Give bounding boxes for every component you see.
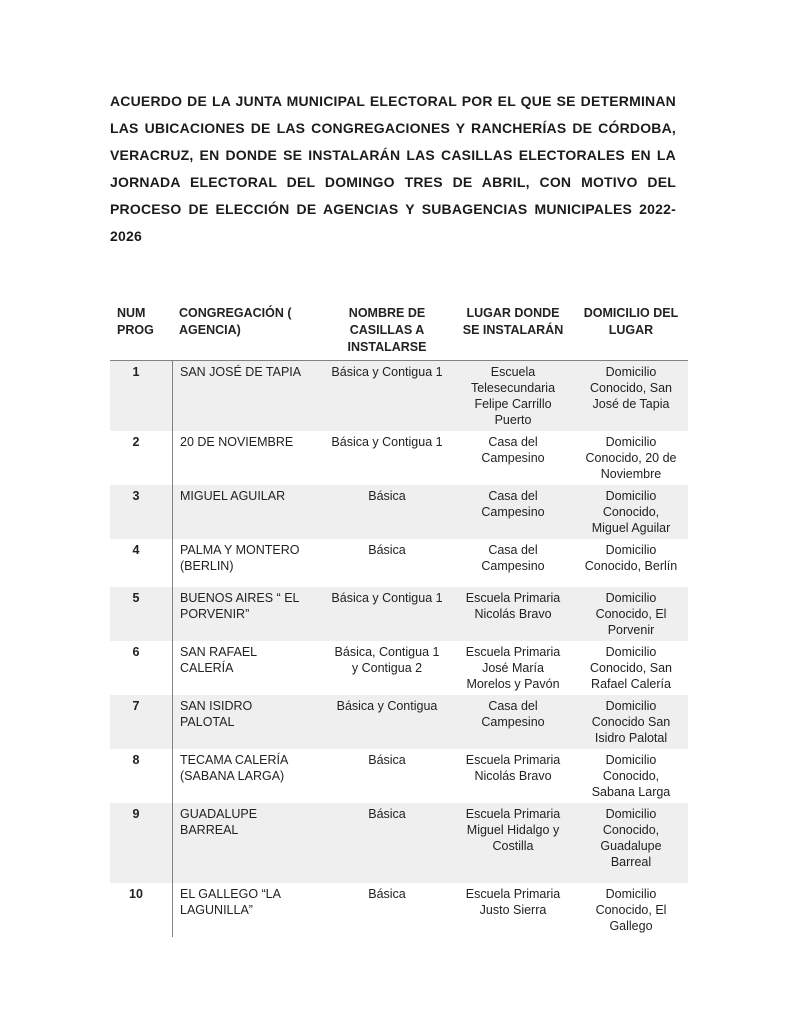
table-row: [110, 883, 688, 937]
cell-congregacion: SAN ISIDRO PALOTAL: [172, 695, 322, 749]
column-header-casillas: NOMBRE DE CASILLAS A INSTALARSE: [347, 306, 427, 354]
cell-num: 9: [132, 807, 140, 821]
cell-casillas: Básica: [368, 807, 406, 821]
cell-lugar: Escuela Primaria Nicolás Bravo: [465, 753, 561, 783]
column-header-lugar: LUGAR DONDE SE INSTALARÁN: [462, 306, 564, 337]
cell-casillas: Básica y Contigua 1: [331, 365, 443, 379]
cell-domicilio: Domicilio Conocido, 20 de Noviembre: [585, 435, 677, 481]
cell-lugar: Escuela Primaria Justo Sierra: [465, 887, 561, 917]
table-row: [110, 695, 688, 749]
cell-congregacion: SAN RAFAEL CALERÍA: [172, 641, 322, 695]
cell-domicilio: Domicilio Conocido, El Gallego: [595, 887, 667, 933]
cell-lugar: Casa del Campesino: [481, 435, 545, 465]
column-header-congregacion: CONGREGACIÓN ( AGENCIA): [179, 306, 292, 337]
cell-lugar: Casa del Campesino: [481, 699, 545, 729]
cell-num: 6: [132, 645, 140, 659]
cell-domicilio: Domicilio Conocido, Berlín: [584, 543, 678, 573]
cell-num: 3: [132, 489, 140, 503]
cell-domicilio: Domicilio Conocido, San José de Tapia: [589, 365, 672, 411]
cell-casillas: Básica: [368, 753, 406, 767]
cell-lugar: Escuela Primaria Miguel Hidalgo y Costilla: [465, 807, 561, 853]
cell-lugar: Escuela Primaria Nicolás Bravo: [465, 591, 561, 621]
table-row: [110, 641, 688, 695]
cell-num: 2: [132, 435, 140, 449]
cell-domicilio: Domicilio Conocido San Isidro Palotal: [591, 699, 671, 745]
cell-lugar: Casa del Campesino: [481, 489, 545, 519]
cell-num: 5: [132, 591, 140, 605]
cell-casillas: Básica, Contigua 1 y Contigua 2: [334, 645, 440, 675]
cell-domicilio: Domicilio Conocido, Sabana Larga: [591, 753, 671, 799]
cell-congregacion: PALMA Y MONTERO (BERLIN): [172, 539, 322, 587]
cell-num: 7: [132, 699, 140, 713]
table-row: [110, 803, 688, 883]
cell-casillas: Básica y Contigua: [336, 699, 438, 713]
cell-num: 8: [132, 753, 140, 767]
table-row: [110, 587, 688, 641]
table-row: [110, 749, 688, 803]
cell-num: 4: [132, 543, 140, 557]
polling-places-table: [110, 303, 688, 937]
table-body: [110, 361, 688, 937]
table-row: [110, 431, 688, 485]
cell-congregacion: GUADALUPE BARREAL: [172, 803, 322, 883]
cell-casillas: Básica: [368, 887, 406, 901]
cell-num: 1: [132, 365, 140, 379]
cell-congregacion: MIGUEL AGUILAR: [172, 485, 322, 539]
table-row: [110, 485, 688, 539]
table-row: [110, 361, 688, 431]
cell-congregacion: BUENOS AIRES “ EL PORVENIR”: [172, 587, 322, 641]
cell-lugar: Escuela Telesecundaria Felipe Carrillo Puerto: [470, 365, 556, 427]
cell-casillas: Básica: [368, 489, 406, 503]
cell-domicilio: Domicilio Conocido, Miguel Aguilar: [591, 489, 671, 535]
cell-casillas: Básica: [368, 543, 406, 557]
cell-lugar: Escuela Primaria José María Morelos y Pavón: [465, 645, 561, 691]
table-header-row: [110, 303, 688, 361]
cell-casillas: Básica y Contigua 1: [331, 435, 443, 449]
cell-congregacion: 20 DE NOVIEMBRE: [172, 431, 322, 485]
table-row: [110, 539, 688, 587]
column-header-num-prog: NUM PROG: [117, 306, 154, 337]
cell-congregacion: EL GALLEGO “LA LAGUNILLA”: [172, 883, 322, 937]
column-header-domicilio: DOMICILIO DEL LUGAR: [583, 306, 679, 337]
cell-domicilio: Domicilio Conocido, Guadalupe Barreal: [600, 807, 662, 869]
cell-domicilio: Domicilio Conocido, El Porvenir: [595, 591, 667, 637]
cell-num: 10: [129, 887, 143, 901]
cell-congregacion: TECAMA CALERÍA (SABANA LARGA): [172, 749, 322, 803]
cell-domicilio: Domicilio Conocido, San Rafael Calería: [589, 645, 672, 691]
cell-congregacion: SAN JOSÉ DE TAPIA: [172, 361, 322, 431]
document-title: ACUERDO DE LA JUNTA MUNICIPAL ELECTORAL POR EL QUE SE DETERMINAN LAS UBICACIONES DE LAS CONGREGACIONES Y RANCHERÍAS DE CÓRDOBA, VERACRUZ, EN DONDE SE INSTALARÁN LAS CASILLAS ELECTORALES EN LA JORNADA ELECTORAL DEL DOMINGO TRES DE ABRIL, CON MOTIVO DEL PROCESO DE ELECCIÓN DE AGENCIAS Y SUBAGENCIAS MUNICIPALES 2022-2026: [110, 93, 676, 244]
cell-casillas: Básica y Contigua 1: [331, 591, 443, 605]
cell-lugar: Casa del Campesino: [481, 543, 545, 573]
